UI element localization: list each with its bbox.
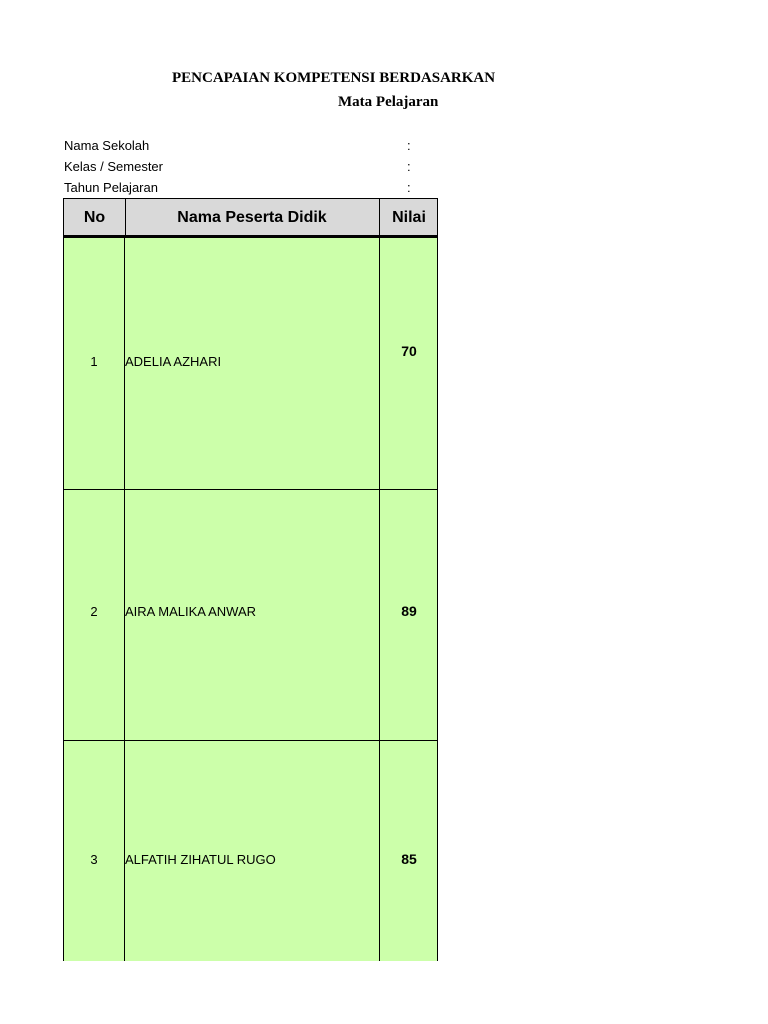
document-title [0,70,496,118]
cell-nilai-text: 70 [401,343,417,359]
info-label: Nama Sekolah [64,138,150,153]
cell-name-text: ALFATIH ZIHATUL RUGO [125,852,276,867]
cell-name [124,741,380,961]
title-line-2: Mata Pelajaran [338,94,439,110]
student-table [63,198,439,944]
header-nilai: Nilai [392,209,426,226]
cell-no-text: 1 [90,354,98,369]
cell-no [64,490,125,740]
cell-no-text: 2 [90,604,98,619]
info-kelas-semester [64,159,411,174]
cell-name-text: ADELIA AZHARI [125,354,222,369]
table-row [63,490,438,741]
info-colon: : [407,159,411,174]
cell-nilai-text: 89 [401,603,417,619]
table-row [63,238,438,490]
cell-nilai-text: 85 [401,851,417,867]
title-line-1: PENCAPAIAN KOMPETENSI BERDASARKAN [172,70,496,86]
cell-name [124,490,380,740]
cell-name [124,238,380,489]
info-label: Tahun Pelajaran [64,180,158,195]
header-name: Nama Peserta Didik [125,199,380,236]
info-colon: : [407,180,411,195]
cell-nilai [380,490,438,740]
info-label: Kelas / Semester [64,159,163,174]
cell-nilai [380,238,438,489]
cell-no-text: 3 [90,852,98,867]
table-row [63,741,438,961]
info-nama-sekolah [64,138,411,153]
cell-nilai [380,741,438,961]
info-tahun-pelajaran [64,180,411,195]
cell-no [64,741,125,961]
header-no: No [64,199,126,236]
cell-no [64,238,125,489]
table-header [63,198,438,238]
cell-name-text: AIRA MALIKA ANWAR [125,604,257,619]
info-colon: : [407,138,411,153]
